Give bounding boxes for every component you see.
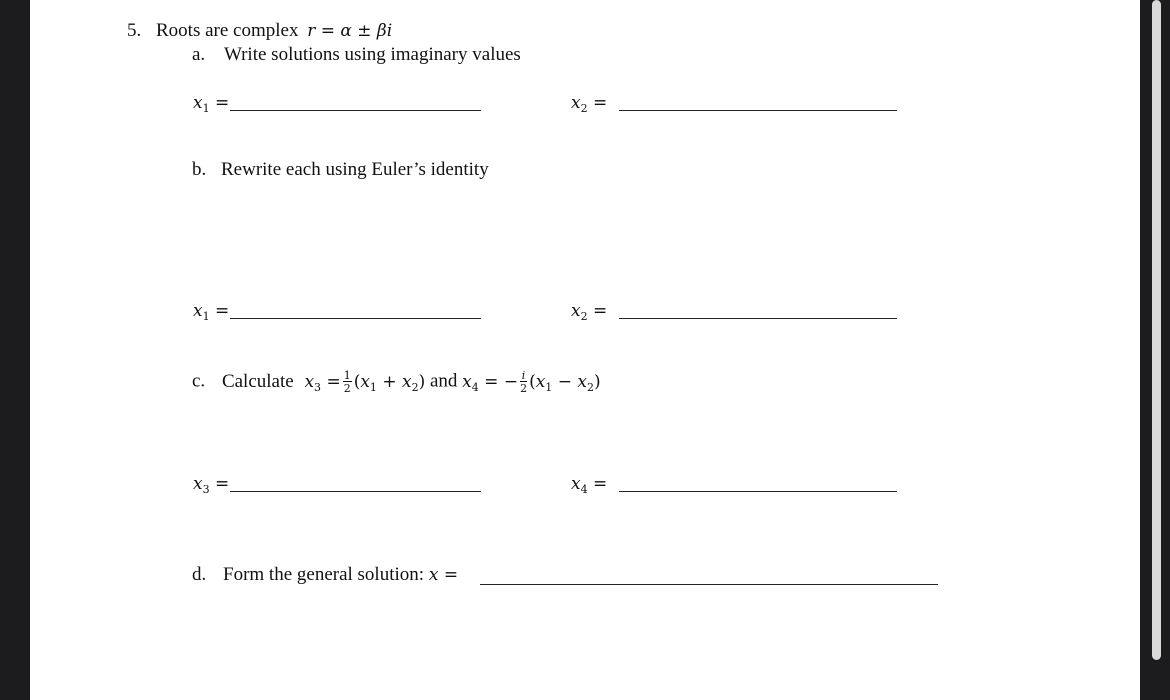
part-b-label: Rewrite each using Euler’s identity — [221, 159, 489, 180]
question-number: 5. — [127, 20, 142, 41]
part-d-label: Form the general solution: — [223, 564, 425, 585]
part-b-x2-label: $x_2$ = — [571, 301, 608, 323]
part-d-x-label: x = — [428, 565, 459, 585]
part-a-x2-answer-blank[interactable] — [619, 110, 897, 111]
fraction-one-half: $\frac{1}{2}$ — [343, 369, 351, 395]
x4-definition: $x_4$ = − $\frac{i}{2}$ $(x_1 - x_2)$ — [462, 369, 601, 395]
part-d-letter: d. — [192, 564, 207, 585]
question-formula: r = α ± βi — [307, 21, 393, 41]
vertical-scrollbar[interactable] — [1152, 0, 1161, 660]
part-c-x3-label: $x_3$ = — [193, 474, 230, 496]
part-c-x3-answer-blank[interactable] — [230, 491, 481, 492]
part-a-x1-label: $x_1$ = — [193, 93, 230, 115]
part-a-label: Write solutions using imaginary values — [223, 44, 521, 65]
part-c-label: Calculate — [221, 370, 294, 392]
fraction-i-half: $\frac{i}{2}$ — [520, 369, 528, 395]
question-header — [127, 20, 392, 42]
worksheet-page — [30, 0, 1140, 700]
part-b-x1-label: $x_1$ = — [193, 301, 230, 323]
part-a-x1-answer-blank[interactable] — [230, 110, 481, 111]
part-b-x2-answer-blank[interactable] — [619, 318, 897, 319]
part-c-heading — [192, 370, 601, 394]
part-a-letter: a. — [192, 44, 206, 65]
part-b-letter: b. — [192, 159, 207, 180]
x3-definition: $x_3$ = $\frac{1}{2}$ $(x_1 + x_2)$ — [304, 369, 426, 395]
part-c-x4-label: $x_4$ = — [571, 474, 608, 496]
part-d-heading — [192, 564, 458, 586]
question-prompt: Roots are complex — [156, 20, 299, 41]
part-a-heading — [192, 44, 521, 66]
and-text: and — [429, 370, 458, 392]
part-b-heading — [192, 159, 489, 181]
part-c-letter: c. — [192, 370, 206, 392]
part-c-x4-answer-blank[interactable] — [619, 491, 897, 492]
part-a-x2-label: $x_2$ = — [571, 93, 608, 115]
part-b-x1-answer-blank[interactable] — [230, 318, 481, 319]
part-d-general-solution-blank[interactable] — [480, 584, 938, 585]
